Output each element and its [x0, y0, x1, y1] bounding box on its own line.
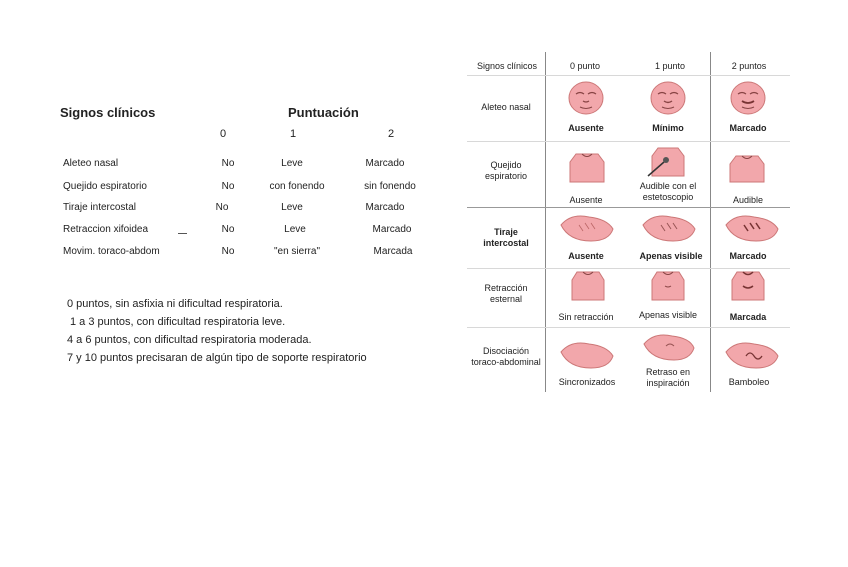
column-divider [545, 52, 546, 392]
score-header: Puntuación [288, 105, 359, 120]
label-grunt-2: Audible [732, 195, 764, 205]
score-col-1: 1 [290, 128, 297, 140]
row-name: Retracción esternal [484, 283, 528, 304]
label-intercostal-1: Apenas visible [639, 251, 703, 261]
row-score-1: Leve [284, 224, 306, 235]
label-nasal-2: Marcado [729, 123, 767, 133]
row-name: Quejido espiratorio [484, 160, 528, 181]
row-score-0: No [215, 202, 229, 213]
row-score-0: No [221, 158, 235, 169]
row-name: Disociación toraco-abdominal [471, 346, 541, 367]
label-thoraco-2: Bamboleo [728, 377, 770, 387]
torso-grunt-audible-icon [728, 152, 766, 186]
label-sternal-1: Apenas visible [638, 310, 698, 320]
face-nasal-marked-icon [728, 80, 768, 116]
face-nasal-minimal-icon [648, 80, 688, 116]
row-sign: Tiraje intercostal [63, 202, 136, 213]
baby-seesaw-icon [722, 338, 782, 370]
row-score-2: sin fonendo [364, 181, 416, 192]
row-sign: Quejido espiratorio [63, 181, 147, 192]
row-name: Aleteo nasal [481, 102, 531, 112]
header-point-2: 2 puntos [731, 61, 767, 71]
label-thoraco-1: Retraso en inspiración [645, 367, 691, 388]
row-score-1: Leve [281, 202, 303, 213]
row-sign: Retraccion xifoidea [63, 224, 149, 235]
interpretation-item: 4 a 6 puntos, con dificultad respiratoria moderada. [67, 334, 312, 346]
row-score-0: No [221, 246, 235, 257]
row-score-1: con fonendo [269, 181, 325, 192]
row-score-0: No [221, 224, 235, 235]
blank-line [178, 233, 187, 234]
score-col-2: 2 [388, 128, 395, 140]
baby-synchronized-icon [557, 338, 617, 370]
label-thoraco-0: Sincronizados [558, 377, 616, 387]
column-divider [710, 52, 711, 392]
row-score-1: "en sierra" [273, 246, 320, 257]
label-grunt-1: Audible con el estetoscopio [639, 181, 697, 202]
torso-sternal-slight-icon [650, 268, 686, 304]
face-nasal-absent-icon [566, 80, 606, 116]
label-sternal-0: Sin retracción [558, 312, 614, 322]
row-divider [467, 141, 790, 142]
score-col-0: 0 [220, 128, 227, 140]
row-name: Tiraje intercostal [483, 227, 529, 248]
row-score-2: Marcado [372, 224, 412, 235]
torso-sternal-marked-icon [730, 268, 766, 304]
row-divider [467, 327, 790, 328]
baby-intercostal-marked-icon [722, 211, 782, 245]
baby-intercostal-slight-icon [639, 211, 699, 245]
label-grunt-0: Ausente [569, 195, 603, 205]
label-sternal-2: Marcada [729, 312, 767, 322]
label-nasal-0: Ausente [568, 123, 604, 133]
label-intercostal-2: Marcado [729, 251, 767, 261]
row-score-0: No [221, 181, 235, 192]
baby-intercostal-absent-icon [557, 211, 617, 245]
header-signs: Signos clínicos [476, 61, 538, 71]
interpretation-item: 1 a 3 puntos, con dificultad respiratoria leve. [70, 316, 286, 328]
torso-grunt-stethoscope-icon [646, 140, 688, 182]
signs-header: Signos clínicos [60, 105, 156, 120]
row-score-2: Marcado [365, 158, 405, 169]
row-score-2: Marcado [365, 202, 405, 213]
torso-sternal-none-icon [570, 268, 606, 304]
row-score-1: Leve [281, 158, 303, 169]
label-intercostal-0: Ausente [568, 251, 604, 261]
interpretation-item: 0 puntos, sin asfixia ni dificultad respiratoria. [67, 298, 283, 310]
interpretation-item: 7 y 10 puntos precisaran de algún tipo de soporte respiratorio [67, 352, 367, 364]
baby-delay-inspiration-icon [640, 330, 698, 362]
label-nasal-1: Mínimo [652, 123, 684, 133]
row-sign: Movim. toraco-abdom [63, 246, 160, 257]
row-score-2: Marcada [373, 246, 413, 257]
header-point-0: 0 punto [569, 61, 601, 71]
torso-grunt-absent-icon [568, 150, 606, 186]
row-sign: Aleteo nasal [63, 158, 119, 169]
header-point-1: 1 punto [654, 61, 686, 71]
group-divider [467, 207, 790, 208]
row-divider [467, 75, 790, 76]
